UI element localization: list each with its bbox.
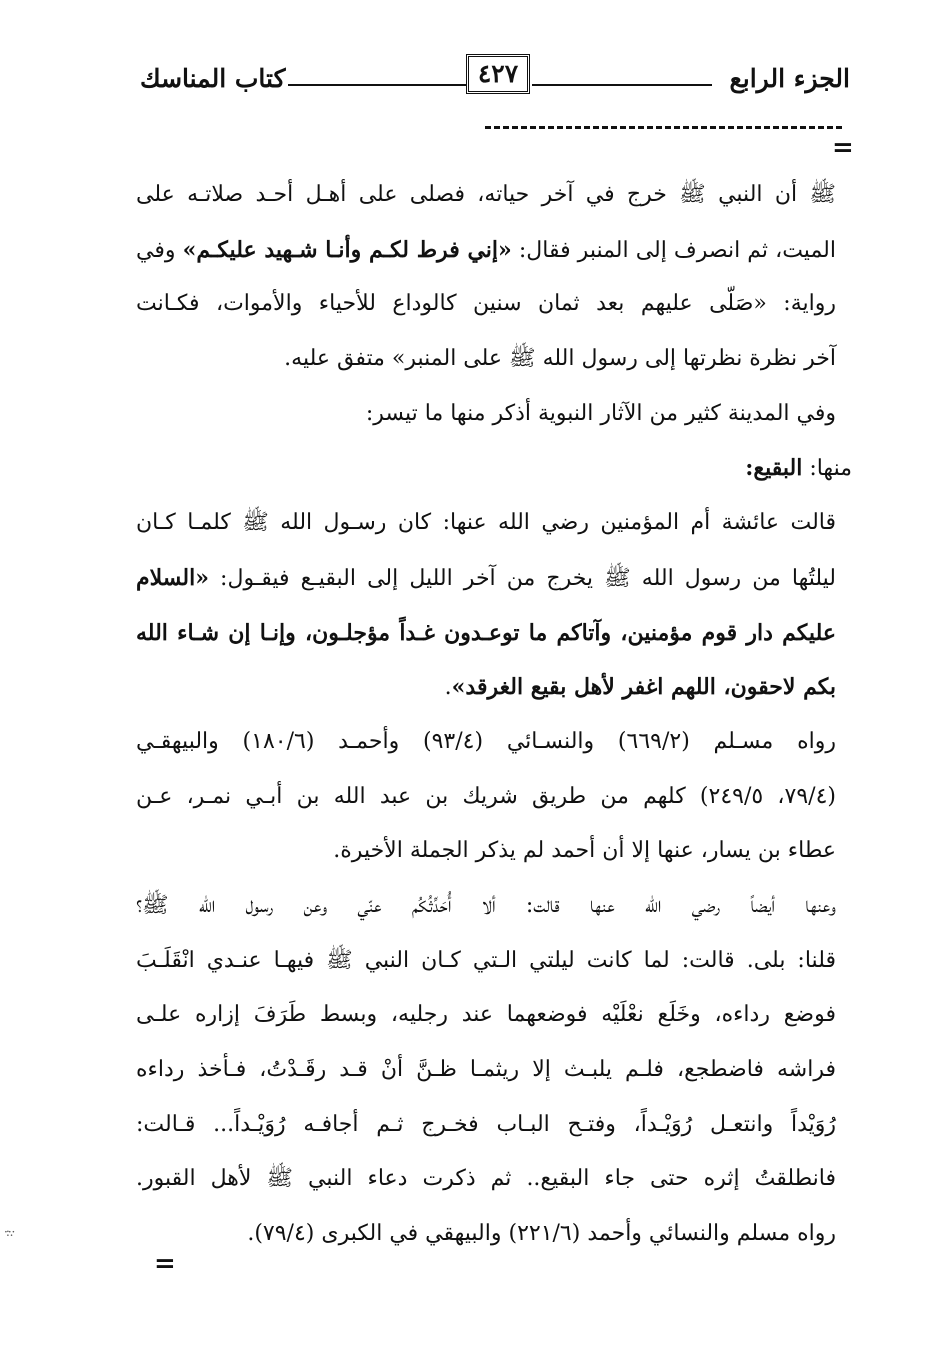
footnote-separator <box>485 126 842 129</box>
text-line: الميت، ثم انصرف إلى المنبر فقال: «إني فرط لكـم وأنـا شـهيد عليكـم» وفي <box>136 236 836 263</box>
text-line: فراشه فاضطجع، فلـم يلبـث إلا ريثمـا ظـنَّ أنْ قـد رقَـدْتُ، فـأخذ رداءه <box>136 1057 836 1082</box>
text-line: رواه مسلم والنسائي وأحمد (٢٢١/٦) والبيهقي في الكبرى (٧٩/٤). <box>247 1221 836 1247</box>
text-line: آخر نظرة نظرتها إلى رسول الله ﷺ على المنبر» متفق عليه. <box>284 346 836 372</box>
text-line: وفي المدينة كثير من الآثار النبوية أذكر منها ما تيسر: <box>365 400 836 426</box>
text-line: رواه مسـلم (٦٦٩/٢) والنسـائي (٩٣/٤) وأحمـد (١٨٠/٦) والبيهقـي <box>136 728 836 754</box>
text-line: عطاء بن يسار، عنها إلا أن أحمد لم يذكر الجملة الأخيرة. <box>333 838 836 864</box>
text-line: ﷺ أن النبي ﷺ خرج في آخر حياته، فصلى على أهـل أحـد صلاتـه على <box>136 182 836 207</box>
text-line: وعنها أيضاً رضي الله عنها قالت: ألا أُحَدِّثُكُم عنّي وعن رسول الله ﷺ؟ <box>136 892 836 918</box>
text-line: رواية: «صَلّى عليهم بعد ثمان سنين كالوداع للأحياء والأموات، فكـانت <box>136 291 836 317</box>
header-rule-left <box>288 84 466 86</box>
text-line: فوضع رداءه، وخَلَع نعْلَيْه فوضعهما عند رجليه، وبسط طَرَفَ إزاره علـى <box>136 1002 836 1028</box>
text-line: ليلتُها من رسول الله ﷺ يخرج من آخر الليل إلى البقيـع فيقـول: «السلام <box>136 564 836 591</box>
text-line: رُوَيْداً وانتعـل رُوَيْـداً، وفتـح البـاب فخـرج ثـم أجافـه رُوَيْـداً... قـالت: <box>136 1111 836 1137</box>
page-body <box>136 168 852 1262</box>
hadith-quote: «السلام <box>136 564 209 591</box>
text-line: فانطلقتُ إثره حتى جاء البقيع.. ثم ذكرت دعاء النبي ﷺ لأهل القبور. <box>136 1166 836 1192</box>
text-line: بكم لاحقون، اللهم اغفر لأهل بقيع الغرقد». <box>444 674 836 701</box>
scan-speckles: ·:·.· <box>4 1225 14 1239</box>
text-line: قالت عائشة أم المؤمنين رضي الله عنها: كان رسـول الله ﷺ كلمـا كـان <box>136 510 836 536</box>
continuation-mark-bottom: = <box>154 1249 176 1279</box>
text-line: (٧٩/٤، ٢٤٩/٥) كلهم من طريق شريك بن عبد الله بن أبـي نمـر، عـن <box>136 783 836 809</box>
section-heading: منها: البقيع: <box>745 455 852 482</box>
hadith-quote: «إني فرط لكـم وأنـا شـهيد عليكـم» <box>182 236 512 263</box>
volume-title: الجزء الرابع <box>729 64 850 93</box>
page-number: ٤٢٧ <box>466 54 530 94</box>
header-rule-right <box>532 84 712 86</box>
continuation-mark-top: = <box>832 133 854 163</box>
hadith-quote: بكم لاحقون، اللهم اغفر لأهل بقيع الغرقد» <box>451 674 836 701</box>
section-heading-title: البقيع: <box>745 455 803 482</box>
text-line: قلنا: بلى. قالت: لما كانت ليلتي الـتي كـان النبي ﷺ فيهـا عنـدي انْقَلَـبَ <box>136 947 836 973</box>
hadith-quote-line: عليكم دار قوم مؤمنين، وآتاكم ما توعـدون غـداً مؤجلـون، وإنـا إن شـاء الله <box>136 619 836 646</box>
chapter-title: كتاب المناسك <box>140 64 286 93</box>
running-header <box>140 60 850 110</box>
